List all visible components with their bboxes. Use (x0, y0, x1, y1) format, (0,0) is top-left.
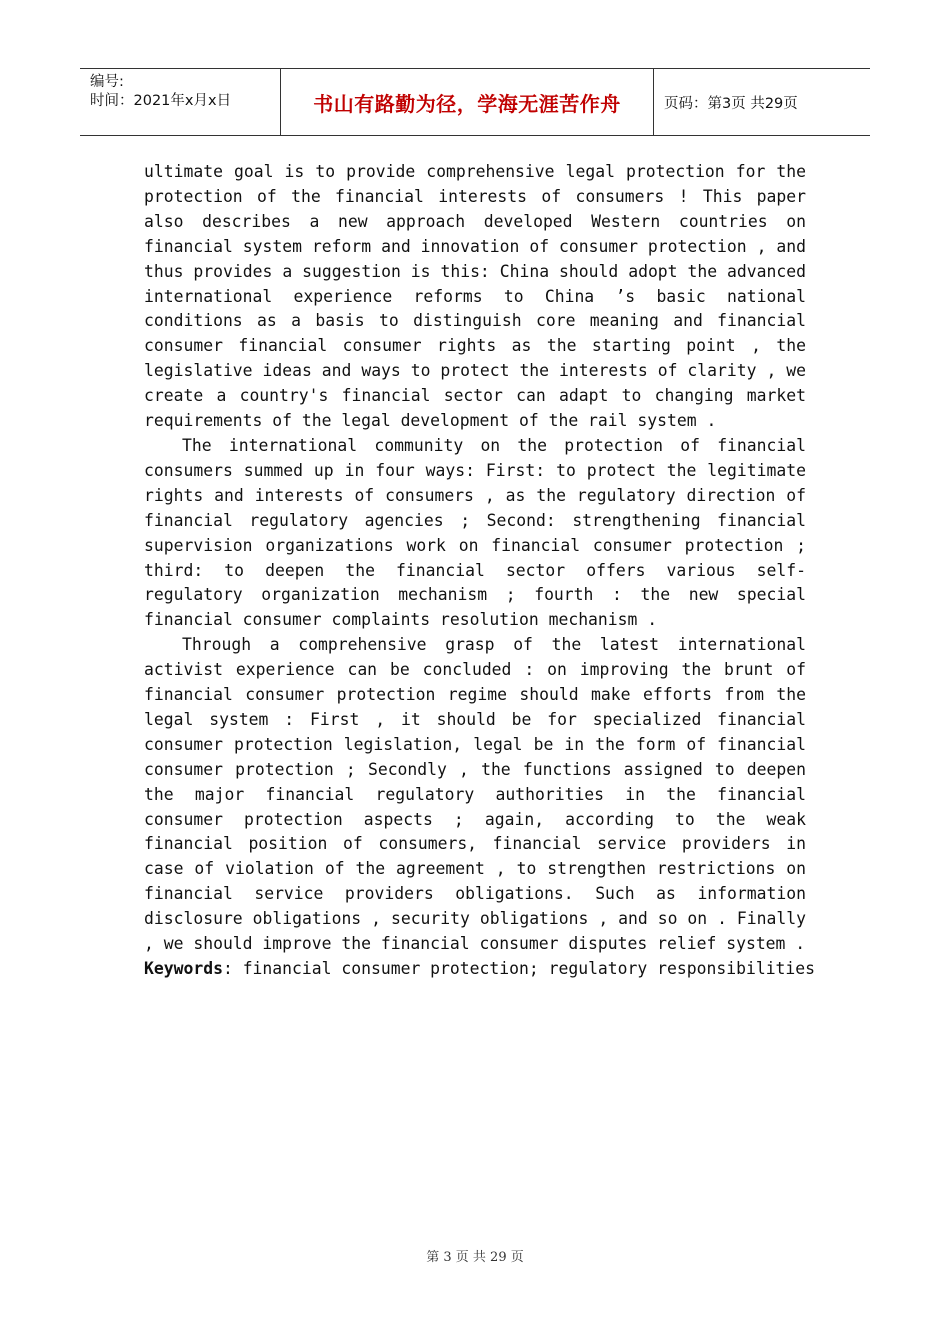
header-motto-cell (281, 69, 654, 135)
time-label: 时间：2021年x月x日 (90, 93, 232, 109)
serial-number-label: 编号: (90, 74, 124, 90)
paragraph-2: The international community on the protection of financial consumers summed up in four ways: First: to protect the legitimate rights and interests of consumers , as the regulatory direction of financial regulatory agencies ; Second: strengthening financial supervision organizations work on financial consumer protection ; third: to deepen the financial sector offers various self-regulatory organization mechanism ; fourth : the new special financial consumer complaints resolution mechanism . (144, 435, 806, 630)
page-footer: 第 3 页 共 29 页 (426, 1250, 524, 1265)
paragraph-1: ultimate goal is to provide comprehensive legal protection for the protection of the financial interests of consumers ! This paper also describes a new approach developed Western countries on financial system reform and innovation of consumer protection , and thus provides a suggestion is this: China should adopt the advanced international experience reforms to China ’s basic national conditions as a basis to distinguish core meaning and financial consumer financial consumer rights as the starting point , the legislative ideas and ways to protect the interests of clarity , we create a country's financial sector can adapt to changing market requirements of the legal development of the rail system . (144, 162, 806, 431)
keywords-label: Keywords (144, 959, 223, 978)
header-page-cell (654, 69, 870, 135)
header-meta-cell (80, 69, 281, 135)
keywords-line (144, 957, 816, 982)
keywords-text: : financial consumer protection; regulatory responsibilities (222, 959, 816, 978)
paragraph-3: Through a comprehensive grasp of the latest international activist experience can be concluded : on improving the brunt of financial consumer protection regime should make efforts from the legal system : First , it should be for specialized financial consumer protection legislation, legal be in the form of financial consumer protection ; Secondly , the functions assigned to deepen the major financial regulatory authorities in the financial consumer protection aspects ; again, according to the weak financial position of consumers, financial service providers in case of violation of the agreement , to strengthen restrictions on financial service providers obligations. Such as information disclosure obligations , security obligations , and so on . Finally , we should improve the financial consumer disputes relief system . (144, 635, 806, 954)
abstract-body (144, 160, 816, 982)
page-info: 页码：第3页 共29页 (664, 95, 798, 112)
motto-text: 书山有路勤为径，学海无涯苦作舟 (313, 91, 621, 116)
document-header (80, 68, 870, 136)
